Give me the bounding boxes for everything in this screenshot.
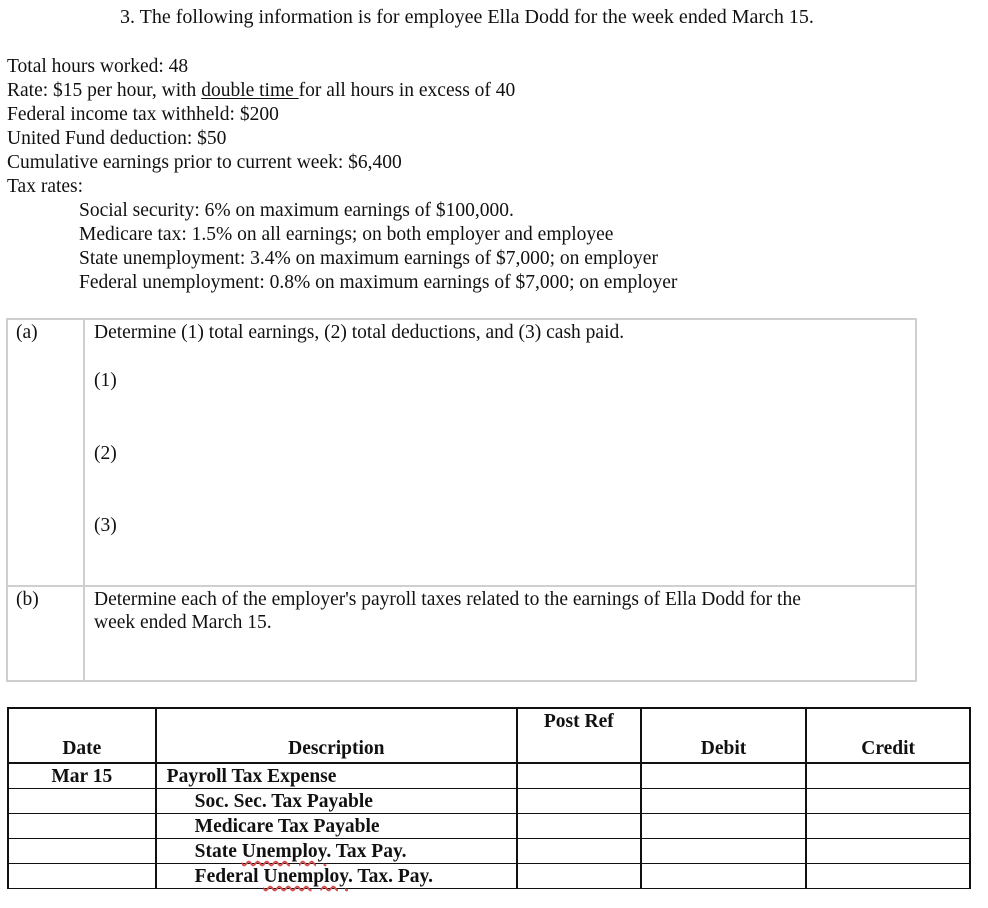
row-debit-input[interactable]: [641, 789, 807, 814]
tax-rate-medicare: Medicare tax: 1.5% on all earnings; on both employer and employee: [79, 224, 614, 245]
journal-row: [8, 864, 970, 889]
tax-rate-state-unemployment: State unemployment: 3.4% on maximum earnings of $7,000; on employer: [79, 248, 658, 269]
rate-double-time: double time: [201, 80, 299, 101]
row-debit-input[interactable]: [641, 814, 807, 839]
row-description-misspelled: Unemploy: [263, 866, 348, 887]
row-date: [8, 864, 156, 889]
row-debit-input[interactable]: [641, 839, 807, 864]
row-credit-input[interactable]: [806, 763, 970, 789]
cumulative-earnings: Cumulative earnings prior to current week: $6,400: [7, 152, 402, 173]
row-post-ref-input[interactable]: [517, 839, 641, 864]
row-description: Soc. Sec. Tax Payable: [156, 789, 517, 814]
row-credit-input[interactable]: [806, 864, 970, 889]
united-fund: United Fund deduction: $50: [7, 128, 227, 149]
question-row-divider: [8, 585, 915, 587]
row-date: Mar 15: [8, 763, 156, 789]
journal-row: [8, 789, 970, 814]
rate-suffix: for all hours in excess of 40: [298, 80, 516, 101]
rate-prefix: Rate: $15 per hour, with: [7, 80, 202, 101]
row-description-misspelled: Unemploy: [241, 841, 327, 862]
row-description: Medicare Tax Payable: [156, 814, 517, 839]
question-a-text: Determine (1) total earnings, (2) total deductions, and (3) cash paid.: [94, 322, 625, 343]
total-hours: Total hours worked: 48: [7, 56, 189, 77]
question-b-label: (b): [16, 589, 39, 610]
row-description-part: . Tax Pay.: [326, 841, 407, 862]
header-description: Description: [156, 708, 517, 763]
row-post-ref-input[interactable]: [517, 763, 641, 789]
question-a-part-1: (1): [94, 370, 117, 391]
rate-line: [7, 79, 515, 103]
row-description: [156, 864, 517, 889]
row-description-part: . Tax. Pay.: [347, 866, 434, 887]
tax-rate-social-security: Social security: 6% on maximum earnings of $100,000.: [79, 200, 514, 221]
problem-title: 3. The following information is for employee Ella Dodd for the week ended March 15.: [120, 6, 814, 28]
header-post-ref: Post Ref: [517, 708, 641, 763]
journal-row: [8, 814, 970, 839]
question-b-text-line1: Determine each of the employer's payroll taxes related to the earnings of Ella Dodd for the: [94, 589, 801, 610]
journal-entry-table: [7, 707, 971, 889]
tax-rate-federal-unemployment: Federal unemployment: 0.8% on maximum earnings of $7,000; on employer: [79, 272, 678, 293]
row-description-part: State: [194, 841, 242, 862]
journal-header-row: [8, 708, 970, 763]
row-description: [156, 839, 517, 864]
row-debit-input[interactable]: [641, 763, 807, 789]
row-credit-input[interactable]: [806, 839, 970, 864]
question-a-part-3: (3): [94, 515, 117, 536]
row-description-part: Federal: [194, 866, 264, 887]
row-date: [8, 789, 156, 814]
question-b-text-line2: week ended March 15.: [94, 612, 272, 633]
row-post-ref-input[interactable]: [517, 864, 641, 889]
row-date: [8, 814, 156, 839]
journal-row: [8, 763, 970, 789]
row-date: [8, 839, 156, 864]
row-credit-input[interactable]: [806, 789, 970, 814]
question-a-part-2: (2): [94, 443, 117, 464]
federal-income-tax: Federal income tax withheld: $200: [7, 104, 279, 125]
header-date: Date: [8, 708, 156, 763]
header-debit: Debit: [641, 708, 807, 763]
journal-row: [8, 839, 970, 864]
question-a-label: (a): [16, 322, 38, 343]
row-post-ref-input[interactable]: [517, 814, 641, 839]
header-credit: Credit: [806, 708, 970, 763]
question-column-divider: [83, 320, 85, 680]
row-description: Payroll Tax Expense: [156, 763, 517, 789]
row-credit-input[interactable]: [806, 814, 970, 839]
row-post-ref-input[interactable]: [517, 789, 641, 814]
row-debit-input[interactable]: [641, 864, 807, 889]
tax-rates-label: Tax rates:: [7, 176, 84, 197]
